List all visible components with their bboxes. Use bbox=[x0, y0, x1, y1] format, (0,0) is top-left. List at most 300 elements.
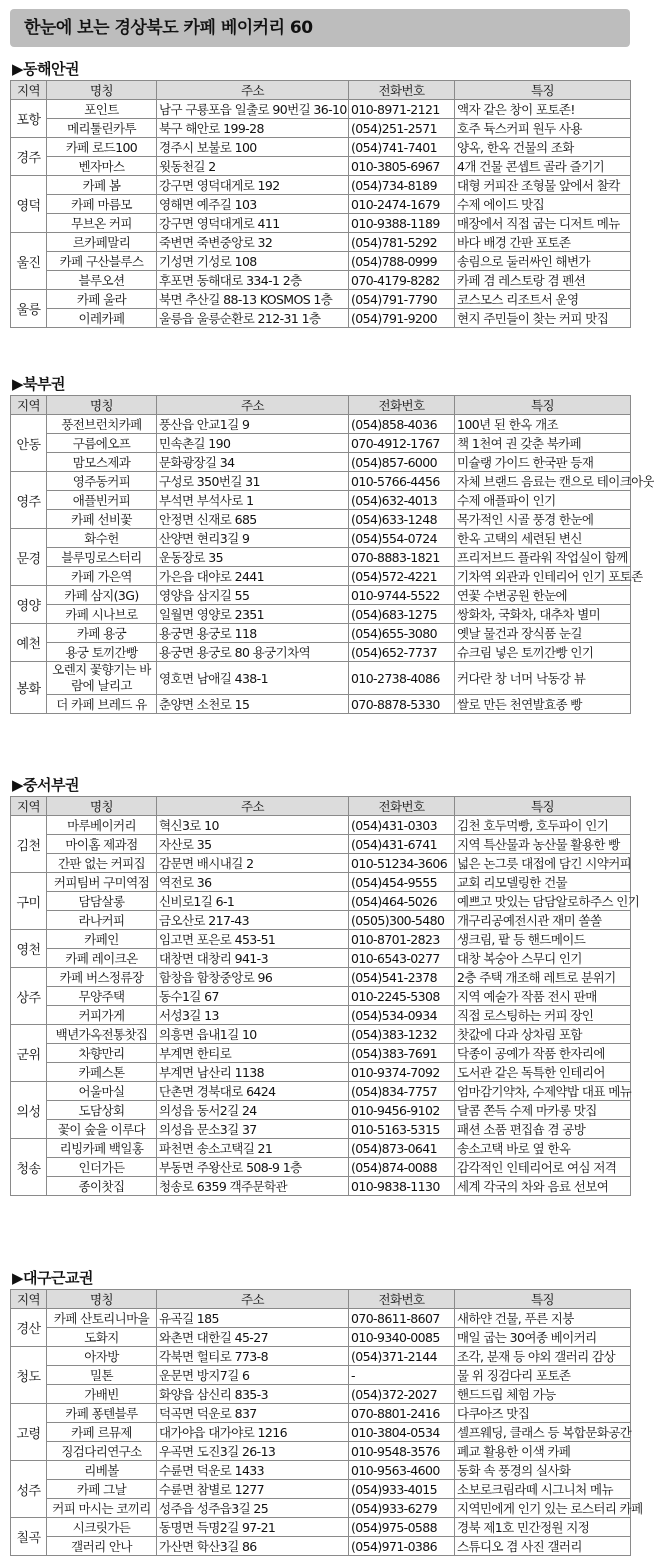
table-row bbox=[11, 1158, 631, 1177]
address-cell: 성주읍 성주읍3길 25 bbox=[157, 1499, 349, 1518]
phone-cell: (054)541-2378 bbox=[349, 968, 455, 987]
address-cell: 가산면 학산3길 86 bbox=[157, 1537, 349, 1556]
cafe-name-cell: 카페 가은역 bbox=[47, 567, 157, 586]
region-cell: 예천 bbox=[11, 624, 47, 662]
cafe-name-cell: 카페 울라 bbox=[47, 290, 157, 309]
table-row bbox=[11, 1461, 631, 1480]
column-header: 명칭 bbox=[47, 1290, 157, 1309]
cafe-name-cell: 더 카페 브레드 유 bbox=[47, 695, 157, 714]
phone-cell: (054)873-0641 bbox=[349, 1139, 455, 1158]
cafe-name-cell: 마이홈 제과점 bbox=[47, 835, 157, 854]
cafe-name-cell: 밀톤 bbox=[47, 1366, 157, 1385]
feature-cell: 스튜디오 겸 사진 갤러리 bbox=[455, 1537, 631, 1556]
phone-cell: 010-6543-0277 bbox=[349, 949, 455, 968]
cafe-name-cell: 카페 그날 bbox=[47, 1480, 157, 1499]
section-heading: ▶대구근교권 bbox=[12, 1269, 93, 1287]
cafe-name-cell: 커피 마시는 코끼리 bbox=[47, 1499, 157, 1518]
cafe-name-cell: 종이찻집 bbox=[47, 1177, 157, 1196]
feature-cell: 4개 건물 콘셉트 골라 즐기기 bbox=[455, 157, 631, 176]
feature-cell: 코스모스 리조트서 운영 bbox=[455, 290, 631, 309]
column-header: 전화번호 bbox=[349, 1290, 455, 1309]
feature-cell: 송소고택 바로 옆 한옥 bbox=[455, 1139, 631, 1158]
address-cell: 혁신3로 10 bbox=[157, 816, 349, 835]
cafe-name-cell: 오렌지 꽃향기는 바람에 날리고 bbox=[47, 662, 157, 695]
feature-cell: 조각, 분재 등 야외 갤러리 감상 bbox=[455, 1347, 631, 1366]
phone-cell: (0505)300-5480 bbox=[349, 911, 455, 930]
region-cell: 포항 bbox=[11, 100, 47, 138]
feature-cell: 소보로크림라떼 시그니처 메뉴 bbox=[455, 1480, 631, 1499]
table-header-row bbox=[11, 797, 631, 816]
address-cell: 운문면 방지7길 6 bbox=[157, 1366, 349, 1385]
cafe-name-cell: 애플빈커피 bbox=[47, 491, 157, 510]
cafe-table bbox=[10, 1289, 643, 1556]
phone-cell: 010-9563-4600 bbox=[349, 1461, 455, 1480]
region-cell: 영양 bbox=[11, 586, 47, 624]
cafe-name-cell: 영주동커피 bbox=[47, 472, 157, 491]
table-row bbox=[11, 491, 631, 510]
address-cell: 각북면 헐티로 773-8 bbox=[157, 1347, 349, 1366]
feature-cell: 커다란 창 너머 낙동강 뷰 bbox=[455, 662, 631, 695]
region-cell: 울진 bbox=[11, 233, 47, 290]
feature-cell: 수제 에이드 맛집 bbox=[455, 195, 631, 214]
feature-cell: 예쁘고 맛있는 담담알로하주스 인기 bbox=[455, 892, 631, 911]
cafe-name-cell: 르카페말리 bbox=[47, 233, 157, 252]
phone-cell: 010-3805-6967 bbox=[349, 157, 455, 176]
cafe-name-cell: 벤자마스 bbox=[47, 157, 157, 176]
region-cell: 봉화 bbox=[11, 662, 47, 714]
address-cell: 함창읍 함창중앙로 96 bbox=[157, 968, 349, 987]
address-cell: 청송로 6359 객주문학관 bbox=[157, 1177, 349, 1196]
address-cell: 의성읍 동서2길 24 bbox=[157, 1101, 349, 1120]
table-row bbox=[11, 605, 631, 624]
section-heading: ▶중서부권 bbox=[12, 776, 79, 794]
cafe-name-cell: 간판 없는 커피집 bbox=[47, 854, 157, 873]
feature-cell: 호주 듁스커피 원두 사용 bbox=[455, 119, 631, 138]
feature-cell: 새하얀 건물, 푸른 지붕 bbox=[455, 1309, 631, 1328]
phone-cell: (054)874-0088 bbox=[349, 1158, 455, 1177]
address-cell: 일월면 영양로 2351 bbox=[157, 605, 349, 624]
phone-cell: (054)791-7790 bbox=[349, 290, 455, 309]
table-row bbox=[11, 119, 631, 138]
cafe-name-cell: 리빙카페 백일홍 bbox=[47, 1139, 157, 1158]
phone-cell: 010-8971-2121 bbox=[349, 100, 455, 119]
table-row bbox=[11, 1177, 631, 1196]
feature-cell: 2층 주택 개조해 레트로 분위기 bbox=[455, 968, 631, 987]
feature-cell: 찻값에 다과 상차림 포함 bbox=[455, 1025, 631, 1044]
cafe-name-cell: 무양주택 bbox=[47, 987, 157, 1006]
cafe-name-cell: 카페 르뮤제 bbox=[47, 1423, 157, 1442]
cafe-name-cell: 카페 선비꽃 bbox=[47, 510, 157, 529]
title-bar bbox=[10, 9, 630, 47]
column-header: 지역 bbox=[11, 81, 47, 100]
phone-cell: 010-8701-2823 bbox=[349, 930, 455, 949]
address-cell: 윗동천길 2 bbox=[157, 157, 349, 176]
table-row bbox=[11, 510, 631, 529]
region-cell: 김천 bbox=[11, 816, 47, 873]
table-row bbox=[11, 1404, 631, 1423]
cafe-table bbox=[10, 80, 631, 328]
table-row bbox=[11, 1120, 631, 1139]
address-cell: 용궁면 용궁로 118 bbox=[157, 624, 349, 643]
cafe-name-cell: 카페 시나브로 bbox=[47, 605, 157, 624]
cafe-name-cell: 카페 로드100 bbox=[47, 138, 157, 157]
column-header: 특징 bbox=[455, 81, 631, 100]
feature-cell: 넓은 논그릇 대접에 담긴 시약커피 bbox=[455, 854, 631, 873]
table-row bbox=[11, 157, 631, 176]
cafe-name-cell: 시크릿가든 bbox=[47, 1518, 157, 1537]
table-row bbox=[11, 949, 631, 968]
address-cell: 우곡면 도진3길 26-13 bbox=[157, 1442, 349, 1461]
address-cell: 화양읍 삼신리 835-3 bbox=[157, 1385, 349, 1404]
address-cell: 의성읍 문소3길 37 bbox=[157, 1120, 349, 1139]
feature-cell: 경북 제1호 민간정원 지정 bbox=[455, 1518, 631, 1537]
phone-cell: 010-2474-1679 bbox=[349, 195, 455, 214]
feature-cell: 셀프웨딩, 클래스 등 복합문화공간 bbox=[455, 1423, 631, 1442]
table-row bbox=[11, 1025, 631, 1044]
phone-cell: (054)971-0386 bbox=[349, 1537, 455, 1556]
cafe-name-cell: 이레카페 bbox=[47, 309, 157, 328]
address-cell: 영호면 남애길 438-1 bbox=[157, 662, 349, 695]
feature-cell: 송림으로 둘러싸인 해변가 bbox=[455, 252, 631, 271]
feature-cell: 폐교 활용한 이색 카페 bbox=[455, 1442, 631, 1461]
table-row bbox=[11, 233, 631, 252]
table-row bbox=[11, 252, 631, 271]
table-row bbox=[11, 1537, 631, 1556]
region-cell: 경산 bbox=[11, 1309, 47, 1347]
feature-cell: 세계 각국의 차와 음료 선보여 bbox=[455, 1177, 631, 1196]
phone-cell: (054)857-6000 bbox=[349, 453, 455, 472]
phone-cell: 010-51234-3606 bbox=[349, 854, 455, 873]
cafe-name-cell: 메리툴린카투 bbox=[47, 119, 157, 138]
cafe-table bbox=[10, 796, 640, 1196]
phone-cell: (054)652-7737 bbox=[349, 643, 455, 662]
table-row bbox=[11, 567, 631, 586]
address-cell: 가은읍 대야로 2441 bbox=[157, 567, 349, 586]
page-title: 한눈에 보는 경상북도 카페 베이커리 60 bbox=[24, 18, 313, 38]
cafe-name-cell: 맘모스제과 bbox=[47, 453, 157, 472]
feature-cell: 책 1천여 권 갖춘 북카페 bbox=[455, 434, 631, 453]
phone-cell: 010-9388-1189 bbox=[349, 214, 455, 233]
phone-cell: 010-5163-5315 bbox=[349, 1120, 455, 1139]
feature-cell: 카페 겸 레스토랑 겸 펜션 bbox=[455, 271, 631, 290]
address-cell: 용궁면 용궁로 80 용궁기차역 bbox=[157, 643, 349, 662]
cafe-name-cell: 라나커피 bbox=[47, 911, 157, 930]
address-cell: 풍산읍 안교1길 9 bbox=[157, 415, 349, 434]
feature-cell: 현지 주민들이 찾는 커피 맛집 bbox=[455, 309, 631, 328]
feature-cell: 연꽃 수변공원 한눈에 bbox=[455, 586, 631, 605]
address-cell: 울릉읍 울릉순환로 212-31 1층 bbox=[157, 309, 349, 328]
table-row bbox=[11, 1518, 631, 1537]
address-cell: 부계면 한티로 bbox=[157, 1044, 349, 1063]
feature-cell: 한옥 고택의 세련된 변신 bbox=[455, 529, 631, 548]
address-cell: 영양읍 삼지길 55 bbox=[157, 586, 349, 605]
feature-cell: 다쿠아즈 맛집 bbox=[455, 1404, 631, 1423]
address-cell: 남구 구룡포읍 일출로 90번길 36-10 bbox=[157, 100, 349, 119]
address-cell: 동수1길 67 bbox=[157, 987, 349, 1006]
phone-cell: (054)431-0303 bbox=[349, 816, 455, 835]
table-row bbox=[11, 987, 631, 1006]
address-cell: 경주시 보불로 100 bbox=[157, 138, 349, 157]
feature-cell: 교회 리모델링한 건물 bbox=[455, 873, 631, 892]
address-cell: 운동장로 35 bbox=[157, 548, 349, 567]
region-cell: 영주 bbox=[11, 472, 47, 529]
region-cell: 경주 bbox=[11, 138, 47, 176]
phone-cell: 070-8611-8607 bbox=[349, 1309, 455, 1328]
table-row bbox=[11, 835, 631, 854]
section bbox=[10, 373, 654, 714]
address-cell: 유곡길 185 bbox=[157, 1309, 349, 1328]
phone-cell: (054)788-0999 bbox=[349, 252, 455, 271]
table-row bbox=[11, 1063, 631, 1082]
column-header: 전화번호 bbox=[349, 797, 455, 816]
cafe-name-cell: 담담살롱 bbox=[47, 892, 157, 911]
phone-cell: (054)534-0934 bbox=[349, 1006, 455, 1025]
address-cell: 대창면 대창리 941-3 bbox=[157, 949, 349, 968]
column-header: 명칭 bbox=[47, 396, 157, 415]
address-cell: 서성3길 13 bbox=[157, 1006, 349, 1025]
phone-cell: 070-8883-1821 bbox=[349, 548, 455, 567]
cafe-name-cell: 마루베이커리 bbox=[47, 816, 157, 835]
phone-cell: (054)383-7691 bbox=[349, 1044, 455, 1063]
feature-cell: 액자 같은 창이 포토존! bbox=[455, 100, 631, 119]
address-cell: 부석면 부석사로 1 bbox=[157, 491, 349, 510]
address-cell: 감문면 배시내길 2 bbox=[157, 854, 349, 873]
address-cell: 문화광장길 34 bbox=[157, 453, 349, 472]
feature-cell: 슈크림 넣은 토끼간빵 인기 bbox=[455, 643, 631, 662]
section bbox=[10, 774, 640, 1196]
address-cell: 수륜면 참별로 1277 bbox=[157, 1480, 349, 1499]
cafe-name-cell: 포인트 bbox=[47, 100, 157, 119]
address-cell: 춘양면 소천로 15 bbox=[157, 695, 349, 714]
cafe-name-cell: 블루오션 bbox=[47, 271, 157, 290]
cafe-name-cell: 카페 구산블루스 bbox=[47, 252, 157, 271]
feature-cell: 매일 굽는 30여종 베이커리 bbox=[455, 1328, 631, 1347]
table-row bbox=[11, 816, 631, 835]
cafe-name-cell: 인더가든 bbox=[47, 1158, 157, 1177]
address-cell: 안정면 신재로 685 bbox=[157, 510, 349, 529]
cafe-name-cell: 리베볼 bbox=[47, 1461, 157, 1480]
cafe-name-cell: 가배빈 bbox=[47, 1385, 157, 1404]
feature-cell: 100년 된 한옥 개조 bbox=[455, 415, 631, 434]
phone-cell: 010-9340-0085 bbox=[349, 1328, 455, 1347]
region-cell: 의성 bbox=[11, 1082, 47, 1139]
feature-cell: 도서관 같은 독특한 인테리어 bbox=[455, 1063, 631, 1082]
address-cell: 북구 해안로 199-28 bbox=[157, 119, 349, 138]
region-cell: 청송 bbox=[11, 1139, 47, 1196]
address-cell: 금오산로 217-43 bbox=[157, 911, 349, 930]
phone-cell: (054)734-8189 bbox=[349, 176, 455, 195]
cafe-name-cell: 백년가옥전통찻집 bbox=[47, 1025, 157, 1044]
column-header: 주소 bbox=[157, 81, 349, 100]
column-header: 명칭 bbox=[47, 81, 157, 100]
table-row bbox=[11, 1499, 631, 1518]
column-header: 지역 bbox=[11, 1290, 47, 1309]
region-cell: 문경 bbox=[11, 529, 47, 586]
phone-cell: (054)975-0588 bbox=[349, 1518, 455, 1537]
table-header-row bbox=[11, 396, 631, 415]
region-cell: 성주 bbox=[11, 1461, 47, 1518]
address-cell: 후포면 동해대로 334-1 2층 bbox=[157, 271, 349, 290]
phone-cell: 010-2245-5308 bbox=[349, 987, 455, 1006]
address-cell: 강구면 영덕대게로 192 bbox=[157, 176, 349, 195]
region-cell: 청도 bbox=[11, 1347, 47, 1404]
address-cell: 파천면 송소고택길 21 bbox=[157, 1139, 349, 1158]
column-header: 특징 bbox=[455, 396, 631, 415]
table-row bbox=[11, 586, 631, 605]
cafe-name-cell: 커피팀버 구미역점 bbox=[47, 873, 157, 892]
table-row bbox=[11, 1006, 631, 1025]
feature-cell: 대형 커피잔 조형물 앞에서 찰칵 bbox=[455, 176, 631, 195]
phone-cell: (054)791-9200 bbox=[349, 309, 455, 328]
cafe-name-cell: 화수헌 bbox=[47, 529, 157, 548]
cafe-name-cell: 구름에오프 bbox=[47, 434, 157, 453]
cafe-table bbox=[10, 395, 654, 714]
feature-cell: 쌀로 만든 천연발효종 빵 bbox=[455, 695, 631, 714]
feature-cell: 달콤 쫀득 수제 마카롱 맛집 bbox=[455, 1101, 631, 1120]
phone-cell: 010-9456-9102 bbox=[349, 1101, 455, 1120]
feature-cell: 직접 로스팅하는 커피 장인 bbox=[455, 1006, 631, 1025]
feature-cell: 대창 복숭아 스무디 인기 bbox=[455, 949, 631, 968]
phone-cell: (054)372-2027 bbox=[349, 1385, 455, 1404]
phone-cell: 010-9374-7092 bbox=[349, 1063, 455, 1082]
table-row bbox=[11, 548, 631, 567]
cafe-name-cell: 카페스톤 bbox=[47, 1063, 157, 1082]
cafe-name-cell: 도화지 bbox=[47, 1328, 157, 1347]
address-cell: 죽변면 죽변중앙로 32 bbox=[157, 233, 349, 252]
table-row bbox=[11, 1366, 631, 1385]
table-row bbox=[11, 1139, 631, 1158]
phone-cell: (054)933-4015 bbox=[349, 1480, 455, 1499]
table-row bbox=[11, 643, 631, 662]
cafe-name-cell: 풍전브런치카페 bbox=[47, 415, 157, 434]
region-cell: 상주 bbox=[11, 968, 47, 1025]
phone-cell: (054)464-5026 bbox=[349, 892, 455, 911]
table-row bbox=[11, 309, 631, 328]
feature-cell: 엄마감기약차, 수제약밥 대표 메뉴 bbox=[455, 1082, 631, 1101]
table-row bbox=[11, 968, 631, 987]
table-row bbox=[11, 434, 631, 453]
address-cell: 부계면 남산리 1138 bbox=[157, 1063, 349, 1082]
cafe-name-cell: 카페 삼지(3G) bbox=[47, 586, 157, 605]
address-cell: 신비로1길 6-1 bbox=[157, 892, 349, 911]
phone-cell: (054)858-4036 bbox=[349, 415, 455, 434]
phone-cell: (054)431-6741 bbox=[349, 835, 455, 854]
table-row bbox=[11, 930, 631, 949]
column-header: 전화번호 bbox=[349, 81, 455, 100]
address-cell: 대가야읍 대가야로 1216 bbox=[157, 1423, 349, 1442]
phone-cell: - bbox=[349, 1366, 455, 1385]
section bbox=[10, 58, 630, 328]
phone-cell: (054)454-9555 bbox=[349, 873, 455, 892]
table-row bbox=[11, 854, 631, 873]
address-cell: 수륜면 덕운로 1433 bbox=[157, 1461, 349, 1480]
table-row bbox=[11, 415, 631, 434]
phone-cell: (054)655-3080 bbox=[349, 624, 455, 643]
cafe-name-cell: 꽃이 숲을 이루다 bbox=[47, 1120, 157, 1139]
feature-cell: 목가적인 시골 풍경 한눈에 bbox=[455, 510, 631, 529]
address-cell: 임고면 포은로 453-51 bbox=[157, 930, 349, 949]
phone-cell: (054)781-5292 bbox=[349, 233, 455, 252]
feature-cell: 개구리공예전시관 재미 쏠쏠 bbox=[455, 911, 631, 930]
table-row bbox=[11, 100, 631, 119]
column-header: 주소 bbox=[157, 1290, 349, 1309]
region-cell: 칠곡 bbox=[11, 1518, 47, 1556]
cafe-name-cell: 어울마실 bbox=[47, 1082, 157, 1101]
table-row bbox=[11, 1347, 631, 1366]
cafe-name-cell: 블루밍로스터리 bbox=[47, 548, 157, 567]
cafe-name-cell: 도담상회 bbox=[47, 1101, 157, 1120]
cafe-name-cell: 카페 봄 bbox=[47, 176, 157, 195]
phone-cell: 010-2738-4086 bbox=[349, 662, 455, 695]
section bbox=[10, 1267, 643, 1556]
region-cell: 고령 bbox=[11, 1404, 47, 1461]
phone-cell: (054)741-7401 bbox=[349, 138, 455, 157]
feature-cell: 김천 호두먹빵, 호두파이 인기 bbox=[455, 816, 631, 835]
feature-cell: 패션 소품 편집숍 겸 공방 bbox=[455, 1120, 631, 1139]
table-row bbox=[11, 1309, 631, 1328]
phone-cell: 070-8801-2416 bbox=[349, 1404, 455, 1423]
cafe-name-cell: 무브온 커피 bbox=[47, 214, 157, 233]
address-cell: 구성로 350번길 31 bbox=[157, 472, 349, 491]
address-cell: 강구면 영덕대게로 411 bbox=[157, 214, 349, 233]
column-header: 지역 bbox=[11, 396, 47, 415]
feature-cell: 자체 브랜드 음료는 캔으로 테이크아웃 bbox=[455, 472, 631, 491]
phone-cell: 010-9838-1130 bbox=[349, 1177, 455, 1196]
address-cell: 기성면 기성로 108 bbox=[157, 252, 349, 271]
cafe-name-cell: 커피가게 bbox=[47, 1006, 157, 1025]
cafe-name-cell: 카페 레이크온 bbox=[47, 949, 157, 968]
address-cell: 단촌면 경북대로 6424 bbox=[157, 1082, 349, 1101]
feature-cell: 바다 배경 간판 포토존 bbox=[455, 233, 631, 252]
address-cell: 산양면 현리3길 9 bbox=[157, 529, 349, 548]
phone-cell: (054)383-1232 bbox=[349, 1025, 455, 1044]
table-row bbox=[11, 176, 631, 195]
phone-cell: 010-9548-3576 bbox=[349, 1442, 455, 1461]
cafe-name-cell: 아자방 bbox=[47, 1347, 157, 1366]
column-header: 주소 bbox=[157, 797, 349, 816]
column-header: 명칭 bbox=[47, 797, 157, 816]
phone-cell: 070-8878-5330 bbox=[349, 695, 455, 714]
phone-cell: 010-3804-0534 bbox=[349, 1423, 455, 1442]
phone-cell: (054)554-0724 bbox=[349, 529, 455, 548]
table-row bbox=[11, 1480, 631, 1499]
phone-cell: (054)633-1248 bbox=[349, 510, 455, 529]
column-header: 주소 bbox=[157, 396, 349, 415]
phone-cell: (054)251-2571 bbox=[349, 119, 455, 138]
table-row bbox=[11, 873, 631, 892]
cafe-name-cell: 징검다리연구소 bbox=[47, 1442, 157, 1461]
table-row bbox=[11, 892, 631, 911]
table-header-row bbox=[11, 1290, 631, 1309]
phone-cell: 010-5766-4456 bbox=[349, 472, 455, 491]
cafe-name-cell: 카페 퐁텐블루 bbox=[47, 1404, 157, 1423]
feature-cell: 핸드드립 체험 가능 bbox=[455, 1385, 631, 1404]
feature-cell: 지역민에게 인기 있는 로스터리 카페 bbox=[455, 1499, 631, 1518]
column-header: 특징 bbox=[455, 797, 631, 816]
cafe-name-cell: 카페 용궁 bbox=[47, 624, 157, 643]
feature-cell: 생크림, 팥 등 핸드메이드 bbox=[455, 930, 631, 949]
table-row bbox=[11, 1101, 631, 1120]
table-row bbox=[11, 138, 631, 157]
feature-cell: 수제 애플파이 인기 bbox=[455, 491, 631, 510]
region-cell: 안동 bbox=[11, 415, 47, 472]
feature-cell: 미슐랭 가이드 한국판 등재 bbox=[455, 453, 631, 472]
column-header: 전화번호 bbox=[349, 396, 455, 415]
table-row bbox=[11, 662, 631, 695]
address-cell: 역전로 36 bbox=[157, 873, 349, 892]
table-row bbox=[11, 695, 631, 714]
table-row bbox=[11, 1082, 631, 1101]
